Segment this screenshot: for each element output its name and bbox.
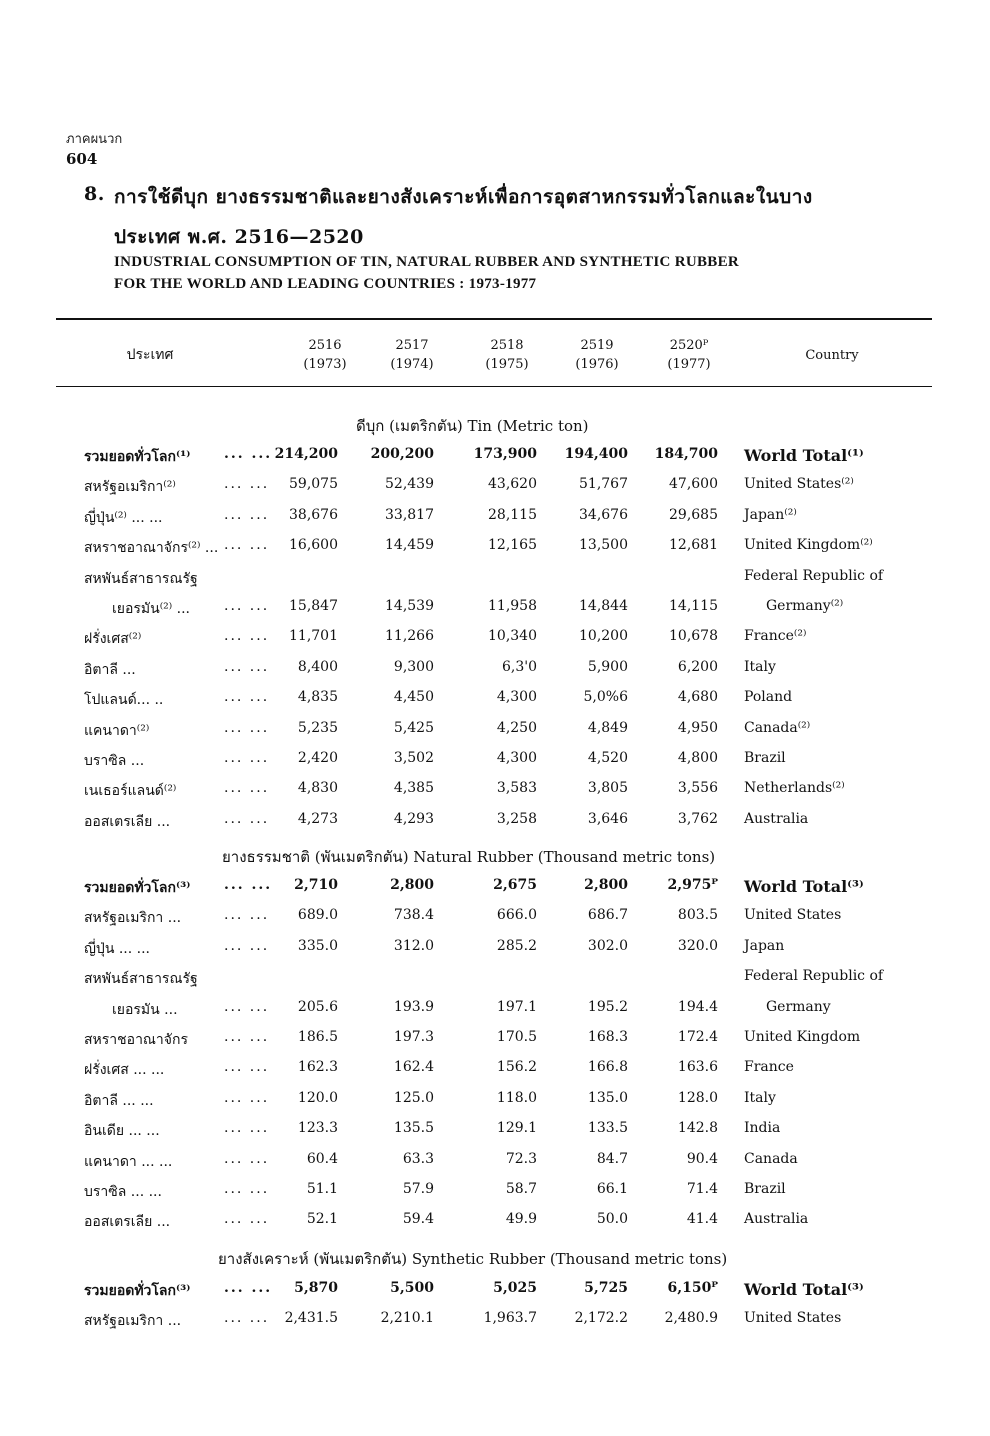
table-row bbox=[0, 1151, 990, 1177]
country-name-thai: อิตาลี ... bbox=[84, 661, 136, 678]
country-name-thai: สหพันธ์สาธารณรัฐ bbox=[84, 971, 198, 988]
value-cell: 163.6 bbox=[677, 1059, 718, 1076]
country-name-thai: สหราชอาณาจักร bbox=[84, 1032, 188, 1048]
leader-dots: ... ... bbox=[224, 658, 270, 675]
value-cell: 197.3 bbox=[393, 1029, 434, 1045]
section-title-tin: ดีบุก (เมตริกตัน) Tin (Metric ton) bbox=[356, 417, 589, 435]
value-cell: 6,150ᴾ bbox=[667, 1280, 718, 1296]
value-cell: 205.6 bbox=[297, 998, 338, 1015]
title-thai-line1: การใช้ดีบุก ยางธรรมชาติและยางสังเคราะห์เพื่อการอุตสาหกรรมทั่วโลกและในบาง bbox=[114, 186, 813, 208]
leader-dots: ... ... bbox=[224, 780, 270, 797]
value-cell: 38,676 bbox=[289, 506, 338, 523]
value-cell: 2,800 bbox=[390, 877, 434, 893]
value-cell: 142.8 bbox=[677, 1120, 718, 1137]
value-cell: 320.0 bbox=[677, 937, 718, 954]
value-cell: 3,805 bbox=[587, 780, 628, 797]
value-cell: 302.0 bbox=[587, 937, 628, 954]
country-name-english: Australia bbox=[744, 1211, 809, 1228]
table-row bbox=[0, 507, 990, 533]
value-cell: 2,210.1 bbox=[380, 1310, 434, 1327]
leader-dots: ... ... bbox=[224, 598, 270, 614]
value-cell: 686.7 bbox=[587, 907, 628, 924]
column-header-country-th: ประเทศ bbox=[126, 347, 174, 363]
country-name-thai: รวมยอดทั่วโลก⁽³⁾ bbox=[84, 880, 191, 896]
table-row bbox=[0, 1120, 990, 1146]
leader-dots: ... ... bbox=[224, 689, 270, 706]
leader-dots: ... ... bbox=[224, 1280, 273, 1296]
value-cell: 200,200 bbox=[370, 446, 434, 462]
table-row bbox=[0, 1090, 990, 1116]
value-cell: 120.0 bbox=[297, 1089, 338, 1106]
country-name-english: Italy bbox=[744, 658, 776, 675]
country-name-thai: ญี่ปุ่น ... ... bbox=[84, 940, 150, 957]
country-name-thai: ฝรั่งเศส ... ... bbox=[84, 1062, 165, 1079]
value-cell: 11,266 bbox=[385, 628, 434, 645]
value-cell: 52,439 bbox=[385, 476, 434, 493]
country-name-english: Italy bbox=[744, 1089, 776, 1106]
value-cell: 43,620 bbox=[488, 476, 537, 493]
year-be-1: 2516 bbox=[308, 338, 342, 353]
value-cell: 50.0 bbox=[596, 1211, 628, 1228]
country-name-english: India bbox=[744, 1120, 781, 1137]
value-cell: 49.9 bbox=[505, 1211, 537, 1228]
column-header-year-2 bbox=[377, 336, 447, 374]
value-cell: 5,425 bbox=[393, 719, 434, 736]
country-name-english: Japan⁽²⁾ bbox=[744, 506, 797, 523]
value-cell: 4,800 bbox=[677, 750, 718, 766]
country-name-thai: อินเดีย ... ... bbox=[84, 1123, 160, 1140]
country-name-english: United States⁽²⁾ bbox=[744, 476, 854, 493]
value-cell: 11,958 bbox=[488, 598, 537, 614]
table-row bbox=[0, 1059, 990, 1085]
value-cell: 135.0 bbox=[587, 1089, 628, 1106]
leader-dots: ... ... bbox=[224, 810, 270, 827]
value-cell: 33,817 bbox=[385, 506, 434, 523]
table-row-world-total bbox=[0, 446, 990, 472]
leader-dots: ... ... bbox=[224, 750, 270, 766]
leader-dots: ... ... bbox=[224, 628, 270, 645]
country-name-english: Germany⁽²⁾ bbox=[766, 598, 844, 614]
year-be-4: 2519 bbox=[580, 338, 614, 353]
value-cell: 135.5 bbox=[393, 1120, 434, 1137]
year-be-2: 2517 bbox=[395, 338, 429, 353]
table-row bbox=[0, 811, 990, 837]
table-row bbox=[0, 537, 990, 563]
value-cell: 4,450 bbox=[393, 689, 434, 706]
leader-dots: ... ... bbox=[224, 506, 270, 523]
value-cell: 41.4 bbox=[686, 1211, 718, 1228]
year-ad-4: (1976) bbox=[575, 357, 619, 372]
leader-dots: ... ... bbox=[224, 1310, 270, 1327]
table-row bbox=[0, 780, 990, 806]
value-cell: 4,293 bbox=[393, 810, 434, 827]
value-cell: 10,678 bbox=[669, 628, 718, 645]
value-cell: 10,340 bbox=[488, 628, 537, 645]
country-name-english: France⁽²⁾ bbox=[744, 628, 807, 645]
column-header-year-4 bbox=[562, 336, 632, 374]
country-name-thai: โปแลนด์... .. bbox=[84, 692, 164, 709]
country-name-thai: สหพันธ์สาธารณรัฐ bbox=[84, 570, 198, 587]
value-cell: 14,844 bbox=[579, 598, 628, 614]
leader-dots: ... ... bbox=[224, 1120, 270, 1137]
year-ad-2: (1974) bbox=[390, 357, 434, 372]
leader-dots: ... ... bbox=[224, 1029, 270, 1045]
value-cell: 195.2 bbox=[587, 998, 628, 1015]
country-name-thai: สหรัฐอเมริกา⁽²⁾ bbox=[84, 479, 176, 496]
value-cell: 128.0 bbox=[677, 1089, 718, 1106]
value-cell: 72.3 bbox=[505, 1150, 537, 1167]
value-cell: 2,800 bbox=[584, 877, 628, 893]
column-header-year-1 bbox=[290, 336, 360, 374]
value-cell: 5,235 bbox=[297, 719, 338, 736]
country-name-english: Brazil bbox=[744, 750, 786, 766]
country-name-english: United Kingdom⁽²⁾ bbox=[744, 537, 873, 554]
value-cell: 166.8 bbox=[587, 1059, 628, 1076]
value-cell: 2,172.2 bbox=[574, 1310, 628, 1327]
value-cell: 6,3'0 bbox=[501, 658, 537, 675]
value-cell: 15,847 bbox=[289, 598, 338, 614]
page-number: 604 bbox=[66, 150, 98, 168]
value-cell: 14,115 bbox=[669, 598, 718, 614]
value-cell: 5,500 bbox=[390, 1280, 434, 1296]
country-name-english: Canada⁽²⁾ bbox=[744, 719, 811, 736]
value-cell: 14,459 bbox=[385, 537, 434, 554]
leader-dots: ... ... bbox=[224, 1181, 270, 1197]
country-name-thai: สหราชอาณาจักร⁽²⁾ ... bbox=[84, 540, 219, 557]
value-cell: 6,200 bbox=[677, 658, 718, 675]
value-cell: 173,900 bbox=[473, 446, 537, 462]
value-cell: 2,975ᴾ bbox=[667, 877, 718, 893]
country-name-thai: ฝรั่งเศส⁽²⁾ bbox=[84, 631, 142, 648]
country-name-english: United Kingdom bbox=[744, 1029, 861, 1045]
country-name-thai: รวมยอดทั่วโลก⁽¹⁾ bbox=[84, 449, 191, 465]
value-cell: 184,700 bbox=[654, 446, 718, 462]
value-cell: 9,300 bbox=[393, 658, 434, 675]
value-cell: 51,767 bbox=[579, 476, 628, 493]
year-ad-3: (1975) bbox=[485, 357, 529, 372]
title-english-line2: FOR THE WORLD AND LEADING COUNTRIES : 1973-1977 bbox=[114, 276, 537, 292]
value-cell: 84.7 bbox=[596, 1150, 628, 1167]
country-name-english: Poland bbox=[744, 689, 793, 706]
value-cell: 118.0 bbox=[496, 1089, 537, 1106]
country-name-thai: เยอรมัน ... bbox=[112, 1001, 178, 1018]
header-bottom-rule bbox=[56, 386, 932, 387]
table-row bbox=[0, 907, 990, 933]
value-cell: 66.1 bbox=[596, 1181, 628, 1197]
value-cell: 156.2 bbox=[496, 1059, 537, 1076]
leader-dots: ... ... bbox=[224, 937, 270, 954]
value-cell: 4,680 bbox=[677, 689, 718, 706]
appendix-label: ภาคผนวก bbox=[66, 132, 123, 147]
value-cell: 4,250 bbox=[496, 719, 537, 736]
country-name-english: Australia bbox=[744, 810, 809, 827]
country-name-english: Federal Republic of bbox=[744, 567, 884, 584]
section-title-natural-rubber: ยางธรรมชาติ (พันเมตริกตัน) Natural Rubber (Thousand metric tons) bbox=[222, 848, 716, 866]
leader-dots: ... ... bbox=[224, 998, 270, 1015]
leader-dots: ... ... bbox=[224, 907, 270, 924]
table-number: 8. bbox=[84, 183, 105, 205]
value-cell: 12,681 bbox=[669, 537, 718, 554]
country-name-thai: ออสเตรเลีย ... bbox=[84, 1214, 171, 1231]
leader-dots: ... ... bbox=[224, 1059, 270, 1076]
value-cell: 90.4 bbox=[686, 1150, 718, 1167]
value-cell: 666.0 bbox=[496, 907, 537, 924]
value-cell: 3,502 bbox=[393, 750, 434, 766]
leader-dots: ... ... bbox=[224, 1150, 270, 1167]
value-cell: 162.3 bbox=[297, 1059, 338, 1076]
country-name-english: United States bbox=[744, 1310, 842, 1327]
country-name-thai: แคนาดา ... ... bbox=[84, 1153, 173, 1170]
table-top-rule bbox=[56, 318, 932, 320]
value-cell: 2,675 bbox=[493, 877, 537, 893]
value-cell: 51.1 bbox=[306, 1181, 338, 1197]
country-name-english: France bbox=[744, 1059, 794, 1076]
year-be-3: 2518 bbox=[490, 338, 524, 353]
table-row-world-total bbox=[0, 1280, 990, 1306]
country-name-english: United States bbox=[744, 907, 842, 924]
value-cell: 58.7 bbox=[505, 1181, 537, 1197]
value-cell: 4,835 bbox=[297, 689, 338, 706]
leader-dots: ... ... bbox=[224, 476, 270, 493]
value-cell: 11,701 bbox=[289, 628, 338, 645]
value-cell: 193.9 bbox=[393, 998, 434, 1015]
value-cell: 186.5 bbox=[297, 1029, 338, 1045]
value-cell: 5,900 bbox=[587, 658, 628, 675]
country-name-thai: ออสเตรเลีย ... bbox=[84, 813, 171, 830]
value-cell: 194,400 bbox=[564, 446, 628, 462]
value-cell: 129.1 bbox=[496, 1120, 537, 1137]
country-name-thai: รวมยอดทั่วโลก⁽³⁾ bbox=[84, 1283, 191, 1299]
value-cell: 3,583 bbox=[496, 780, 537, 797]
value-cell: 172.4 bbox=[677, 1029, 718, 1045]
value-cell: 4,385 bbox=[393, 780, 434, 797]
value-cell: 133.5 bbox=[587, 1120, 628, 1137]
country-name-english: Canada bbox=[744, 1150, 798, 1167]
value-cell: 29,685 bbox=[669, 506, 718, 523]
country-name-english: World Total⁽³⁾ bbox=[744, 877, 864, 896]
leader-dots: ... ... bbox=[224, 719, 270, 736]
table-row bbox=[0, 598, 990, 624]
country-name-english: Germany bbox=[766, 998, 831, 1015]
title-thai-line2: ประเทศ พ.ศ. 2516—2520 bbox=[114, 226, 364, 248]
value-cell: 2,431.5 bbox=[284, 1310, 338, 1327]
value-cell: 168.3 bbox=[587, 1029, 628, 1045]
value-cell: 8,400 bbox=[297, 658, 338, 675]
value-cell: 47,600 bbox=[669, 476, 718, 493]
value-cell: 4,300 bbox=[496, 750, 537, 766]
country-name-thai: บราซิล ... bbox=[84, 753, 145, 769]
column-header-country-en: Country bbox=[805, 348, 859, 363]
value-cell: 3,556 bbox=[677, 780, 718, 797]
table-row bbox=[0, 568, 990, 594]
table-row bbox=[0, 1029, 990, 1055]
leader-dots: ... ... bbox=[224, 1211, 270, 1228]
value-cell: 3,762 bbox=[677, 810, 718, 827]
value-cell: 123.3 bbox=[297, 1120, 338, 1137]
value-cell: 197.1 bbox=[496, 998, 537, 1015]
value-cell: 285.2 bbox=[496, 937, 537, 954]
value-cell: 214,200 bbox=[274, 446, 338, 462]
table-row bbox=[0, 968, 990, 994]
leader-dots: ... ... bbox=[224, 1089, 270, 1106]
table-row bbox=[0, 1211, 990, 1237]
value-cell: 5,0%6 bbox=[583, 689, 628, 706]
column-header-year-5 bbox=[654, 336, 724, 374]
value-cell: 71.4 bbox=[686, 1181, 718, 1197]
country-name-english: World Total⁽¹⁾ bbox=[744, 446, 864, 465]
table-row bbox=[0, 659, 990, 685]
country-name-thai: บราซิล ... ... bbox=[84, 1184, 162, 1200]
value-cell: 738.4 bbox=[393, 907, 434, 924]
value-cell: 16,600 bbox=[289, 537, 338, 554]
column-header-year-3 bbox=[472, 336, 542, 374]
country-name-thai: เนเธอร์แลนด์⁽²⁾ bbox=[84, 783, 177, 800]
country-name-english: Brazil bbox=[744, 1181, 786, 1197]
country-name-thai: ญี่ปุ่น⁽²⁾ ... ... bbox=[84, 509, 163, 526]
year-ad-5: (1977) bbox=[667, 357, 711, 372]
table-row bbox=[0, 1310, 990, 1336]
value-cell: 194.4 bbox=[677, 998, 718, 1015]
value-cell: 3,258 bbox=[496, 810, 537, 827]
country-name-thai: สหรัฐอเมริกา ... bbox=[84, 910, 182, 927]
value-cell: 803.5 bbox=[677, 907, 718, 924]
value-cell: 4,273 bbox=[297, 810, 338, 827]
country-name-english: World Total⁽³⁾ bbox=[744, 1280, 864, 1299]
value-cell: 4,830 bbox=[297, 780, 338, 797]
value-cell: 59,075 bbox=[289, 476, 338, 493]
value-cell: 52.1 bbox=[306, 1211, 338, 1228]
value-cell: 4,849 bbox=[587, 719, 628, 736]
table-row bbox=[0, 689, 990, 715]
value-cell: 12,165 bbox=[488, 537, 537, 554]
value-cell: 312.0 bbox=[393, 937, 434, 954]
value-cell: 63.3 bbox=[402, 1150, 434, 1167]
value-cell: 13,500 bbox=[579, 537, 628, 554]
table-row bbox=[0, 1181, 990, 1207]
value-cell: 689.0 bbox=[297, 907, 338, 924]
table-row bbox=[0, 999, 990, 1025]
value-cell: 5,870 bbox=[294, 1280, 338, 1296]
country-name-thai: แคนาดา⁽²⁾ bbox=[84, 722, 150, 739]
table-row bbox=[0, 750, 990, 776]
value-cell: 14,539 bbox=[385, 598, 434, 614]
country-name-thai: สหรัฐอเมริกา ... bbox=[84, 1313, 182, 1330]
country-name-thai: เยอรมัน⁽²⁾ ... bbox=[112, 601, 191, 617]
country-name-english: Federal Republic of bbox=[744, 968, 884, 985]
value-cell: 162.4 bbox=[393, 1059, 434, 1076]
value-cell: 170.5 bbox=[496, 1029, 537, 1045]
value-cell: 1,963.7 bbox=[483, 1310, 537, 1327]
value-cell: 4,950 bbox=[677, 719, 718, 736]
value-cell: 57.9 bbox=[402, 1181, 434, 1197]
value-cell: 10,200 bbox=[579, 628, 628, 645]
table-row bbox=[0, 476, 990, 502]
section-title-synthetic-rubber: ยางสังเคราะห์ (พันเมตริกตัน) Synthetic Rubber (Thousand metric tons) bbox=[218, 1250, 728, 1268]
leader-dots: ... ... bbox=[224, 537, 270, 554]
value-cell: 125.0 bbox=[393, 1089, 434, 1106]
value-cell: 59.4 bbox=[402, 1211, 434, 1228]
value-cell: 60.4 bbox=[306, 1150, 338, 1167]
value-cell: 5,025 bbox=[493, 1280, 537, 1296]
table-row bbox=[0, 628, 990, 654]
value-cell: 3,646 bbox=[587, 810, 628, 827]
year-be-5: 2520ᴾ bbox=[669, 338, 709, 353]
table-row bbox=[0, 720, 990, 746]
country-name-english: Netherlands⁽²⁾ bbox=[744, 780, 845, 797]
value-cell: 335.0 bbox=[297, 937, 338, 954]
value-cell: 34,676 bbox=[579, 506, 628, 523]
table-row bbox=[0, 938, 990, 964]
value-cell: 2,420 bbox=[297, 750, 338, 766]
country-name-thai: อิตาลี ... ... bbox=[84, 1092, 154, 1109]
title-english-line1: INDUSTRIAL CONSUMPTION OF TIN, NATURAL RUBBER AND SYNTHETIC RUBBER bbox=[114, 254, 740, 270]
value-cell: 4,520 bbox=[587, 750, 628, 766]
value-cell: 4,300 bbox=[496, 689, 537, 706]
country-name-english: Japan bbox=[744, 937, 785, 954]
value-cell: 28,115 bbox=[488, 506, 537, 523]
leader-dots: ... ... bbox=[224, 877, 273, 893]
value-cell: 2,710 bbox=[294, 877, 338, 893]
year-ad-1: (1973) bbox=[303, 357, 347, 372]
table-row-world-total bbox=[0, 877, 990, 903]
leader-dots: ... ... bbox=[224, 446, 273, 462]
value-cell: 5,725 bbox=[584, 1280, 628, 1296]
value-cell: 2,480.9 bbox=[664, 1310, 718, 1327]
